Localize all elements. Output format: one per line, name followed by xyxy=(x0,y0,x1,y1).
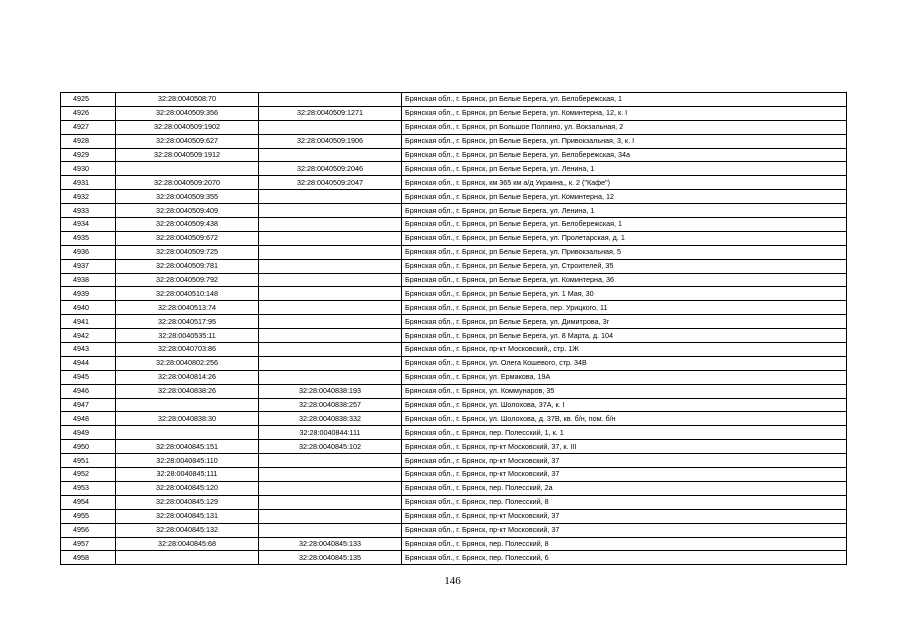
address-cell: Брянская обл., г. Брянск, пр-кт Московский, 37 xyxy=(402,509,847,523)
related-cadastral-number xyxy=(259,287,402,301)
related-cadastral-number: 32:28:0040509:1906 xyxy=(259,134,402,148)
cadastral-number: 32:28:0040845:151 xyxy=(116,440,259,454)
row-number: 4948 xyxy=(61,412,116,426)
cadastral-number: 32:28:0040513:74 xyxy=(116,301,259,315)
row-number: 4930 xyxy=(61,162,116,176)
address-cell: Брянская обл., г. Брянск, рп Белые Берега, ул. Коминтерна, 36 xyxy=(402,273,847,287)
address-cell: Брянская обл., г. Брянск, пер. Полесский, 6 xyxy=(402,551,847,565)
cadastral-number: 32:28:0040517:95 xyxy=(116,315,259,329)
related-cadastral-number: 32:28:0040844:111 xyxy=(259,426,402,440)
row-number: 4938 xyxy=(61,273,116,287)
related-cadastral-number xyxy=(259,481,402,495)
address-cell: Брянская обл., г. Брянск, пр-кт Московский, 37 xyxy=(402,523,847,537)
row-number: 4929 xyxy=(61,148,116,162)
related-cadastral-number: 32:28:0040509:2046 xyxy=(259,162,402,176)
row-number: 4946 xyxy=(61,384,116,398)
table-row xyxy=(61,106,847,120)
address-cell: Брянская обл., г. Брянск, рп Белые Берега, ул. Привокзальная, 5 xyxy=(402,245,847,259)
cadastral-number: 32:28:0040845:111 xyxy=(116,468,259,482)
address-cell: Брянская обл., г. Брянск, рп Белые Берега, ул. Ленина, 1 xyxy=(402,162,847,176)
row-number: 4957 xyxy=(61,537,116,551)
table-row xyxy=(61,190,847,204)
address-cell: Брянская обл., г. Брянск, ул. Олега Кошевого, стр. 34В xyxy=(402,356,847,370)
row-number: 4949 xyxy=(61,426,116,440)
related-cadastral-number xyxy=(259,509,402,523)
related-cadastral-number xyxy=(259,329,402,343)
row-number: 4956 xyxy=(61,523,116,537)
table-row xyxy=(61,426,847,440)
address-cell: Брянская обл., г. Брянск, рп Белые Берега, пер. Урицкого, 11 xyxy=(402,301,847,315)
table-row xyxy=(61,162,847,176)
cadastral-number: 32:28:0040802:256 xyxy=(116,356,259,370)
row-number: 4927 xyxy=(61,120,116,134)
row-number: 4952 xyxy=(61,468,116,482)
address-cell: Брянская обл., г. Брянск, рп Белые Берега, ул. Ленина, 1 xyxy=(402,204,847,218)
table-row xyxy=(61,343,847,357)
row-number: 4941 xyxy=(61,315,116,329)
cadastral-number: 32:28:0040845:131 xyxy=(116,509,259,523)
related-cadastral-number xyxy=(259,301,402,315)
table-row xyxy=(61,495,847,509)
address-cell: Брянская обл., г. Брянск, рп Белые Берега, ул. Белобережская, 34а xyxy=(402,148,847,162)
related-cadastral-number xyxy=(259,356,402,370)
cadastral-number: 32:28:0040509:725 xyxy=(116,245,259,259)
table-row xyxy=(61,537,847,551)
row-number: 4950 xyxy=(61,440,116,454)
row-number: 4934 xyxy=(61,218,116,232)
table-row xyxy=(61,468,847,482)
table-row xyxy=(61,523,847,537)
address-cell: Брянская обл., г. Брянск, рп Белые Берега, ул. Белобережская, 1 xyxy=(402,93,847,107)
table-row xyxy=(61,454,847,468)
row-number: 4926 xyxy=(61,106,116,120)
address-cell: Брянская обл., г. Брянск, пр-кт Московский,, стр. 1Ж xyxy=(402,343,847,357)
row-number: 4935 xyxy=(61,231,116,245)
address-cell: Брянская обл., г. Брянск, рп Белые Берега, ул. Димитрова, 3г xyxy=(402,315,847,329)
row-number: 4936 xyxy=(61,245,116,259)
address-cell: Брянская обл., г. Брянск, рп Белые Берега, ул. 1 Мая, 30 xyxy=(402,287,847,301)
row-number: 4928 xyxy=(61,134,116,148)
row-number: 4954 xyxy=(61,495,116,509)
row-number: 4940 xyxy=(61,301,116,315)
address-cell: Брянская обл., г. Брянск, рп Белые Берега, ул. Коминтерна, 12 xyxy=(402,190,847,204)
row-number: 4953 xyxy=(61,481,116,495)
address-cell: Брянская обл., г. Брянск, пр-кт Московский, 37 xyxy=(402,468,847,482)
related-cadastral-number xyxy=(259,273,402,287)
row-number: 4944 xyxy=(61,356,116,370)
related-cadastral-number: 32:28:0040509:1271 xyxy=(259,106,402,120)
table-row xyxy=(61,176,847,190)
table-row xyxy=(61,120,847,134)
cadastral-number: 32:28:0040509:438 xyxy=(116,218,259,232)
row-number: 4933 xyxy=(61,204,116,218)
cadastral-number: 32:28:0040838:30 xyxy=(116,412,259,426)
address-cell: Брянская обл., г. Брянск, пер. Полесский, 1, к. 1 xyxy=(402,426,847,440)
table-row xyxy=(61,356,847,370)
table-row xyxy=(61,259,847,273)
address-cell: Брянская обл., г. Брянск, ул. Шолохова, д. 37В, кв. б/н, пом. б/н xyxy=(402,412,847,426)
address-cell: Брянская обл., г. Брянск, ул. Ермакова, 19А xyxy=(402,370,847,384)
address-cell: Брянская обл., г. Брянск, ул. Шолохова, 37А, к. I xyxy=(402,398,847,412)
related-cadastral-number xyxy=(259,468,402,482)
table-row xyxy=(61,245,847,259)
address-cell: Брянская обл., г. Брянск, рп Белые Берега, ул. Пролетарская, д. 1 xyxy=(402,231,847,245)
row-number: 4943 xyxy=(61,343,116,357)
cadastral-number xyxy=(116,162,259,176)
cadastral-number: 32:28:0040509:1912 xyxy=(116,148,259,162)
cadastral-number: 32:28:0040509:355 xyxy=(116,190,259,204)
related-cadastral-number: 32:28:0040838:257 xyxy=(259,398,402,412)
address-cell: Брянская обл., г. Брянск, пер. Полесский, 8 xyxy=(402,495,847,509)
row-number: 4955 xyxy=(61,509,116,523)
cadastral-number: 32:28:0040845:120 xyxy=(116,481,259,495)
address-cell: Брянская обл., г. Брянск, рп Большое Полпино, ул. Вокзальная, 2 xyxy=(402,120,847,134)
related-cadastral-number xyxy=(259,259,402,273)
cadastral-number: 32:28:0040509:672 xyxy=(116,231,259,245)
table-row xyxy=(61,329,847,343)
table-row xyxy=(61,551,847,565)
cadastral-number: 32:28:0040838:26 xyxy=(116,384,259,398)
row-number: 4932 xyxy=(61,190,116,204)
related-cadastral-number xyxy=(259,523,402,537)
table-row xyxy=(61,231,847,245)
cadastral-number: 32:28:0040509:1902 xyxy=(116,120,259,134)
cadastral-number: 32:28:0040845:68 xyxy=(116,537,259,551)
related-cadastral-number xyxy=(259,370,402,384)
row-number: 4942 xyxy=(61,329,116,343)
related-cadastral-number: 32:28:0040838:193 xyxy=(259,384,402,398)
related-cadastral-number xyxy=(259,245,402,259)
row-number: 4939 xyxy=(61,287,116,301)
cadastral-number: 32:28:0040508:70 xyxy=(116,93,259,107)
row-number: 4958 xyxy=(61,551,116,565)
related-cadastral-number xyxy=(259,343,402,357)
row-number: 4945 xyxy=(61,370,116,384)
table-row xyxy=(61,273,847,287)
address-cell: Брянская обл., г. Брянск, пр-кт Московский, 37 xyxy=(402,454,847,468)
address-cell: Брянская обл., г. Брянск, рп Белые Берега, ул. Строителей, 35 xyxy=(402,259,847,273)
cadastral-number xyxy=(116,426,259,440)
table-row xyxy=(61,370,847,384)
related-cadastral-number xyxy=(259,93,402,107)
cadastral-number: 32:28:0040845:129 xyxy=(116,495,259,509)
table-row xyxy=(61,218,847,232)
cadastral-number: 32:28:0040814:26 xyxy=(116,370,259,384)
row-number: 4925 xyxy=(61,93,116,107)
address-cell: Брянская обл., г. Брянск, ул. Коммунаров, 35 xyxy=(402,384,847,398)
cadastral-number: 32:28:0040535:11 xyxy=(116,329,259,343)
related-cadastral-number xyxy=(259,190,402,204)
cadastral-number: 32:28:0040845:110 xyxy=(116,454,259,468)
table-row xyxy=(61,204,847,218)
row-number: 4931 xyxy=(61,176,116,190)
related-cadastral-number xyxy=(259,148,402,162)
address-cell: Брянская обл., г. Брянск, пер. Полесский, 2а xyxy=(402,481,847,495)
related-cadastral-number xyxy=(259,315,402,329)
related-cadastral-number xyxy=(259,204,402,218)
table-row xyxy=(61,93,847,107)
related-cadastral-number: 32:28:0040845:102 xyxy=(259,440,402,454)
table-row xyxy=(61,148,847,162)
related-cadastral-number xyxy=(259,120,402,134)
table-row xyxy=(61,398,847,412)
cadastral-number: 32:28:0040845:132 xyxy=(116,523,259,537)
related-cadastral-number xyxy=(259,231,402,245)
cadastral-number xyxy=(116,398,259,412)
cadastral-number: 32:28:0040509:792 xyxy=(116,273,259,287)
table-row xyxy=(61,509,847,523)
address-cell: Брянская обл., г. Брянск, км 365 км а/д Украина,, к. 2 ("Кафе") xyxy=(402,176,847,190)
table-row xyxy=(61,134,847,148)
related-cadastral-number: 32:28:0040845:133 xyxy=(259,537,402,551)
table-row xyxy=(61,287,847,301)
related-cadastral-number xyxy=(259,495,402,509)
related-cadastral-number: 32:28:0040509:2047 xyxy=(259,176,402,190)
related-cadastral-number xyxy=(259,218,402,232)
cadastral-number: 32:28:0040509:356 xyxy=(116,106,259,120)
address-cell: Брянская обл., г. Брянск, рп Белые Берега, ул. Коминтерна, 12, к. I xyxy=(402,106,847,120)
address-cell: Брянская обл., г. Брянск, пр-кт Московский, 37, к. III xyxy=(402,440,847,454)
cadastral-number: 32:28:0040510:148 xyxy=(116,287,259,301)
table-body xyxy=(61,93,847,565)
row-number: 4947 xyxy=(61,398,116,412)
table-row xyxy=(61,481,847,495)
related-cadastral-number xyxy=(259,454,402,468)
property-table xyxy=(60,92,847,565)
address-cell: Брянская обл., г. Брянск, пер. Полесский, 8 xyxy=(402,537,847,551)
cadastral-number xyxy=(116,551,259,565)
table-row xyxy=(61,440,847,454)
address-cell: Брянская обл., г. Брянск, рп Белые Берега, ул. 8 Марта, д. 104 xyxy=(402,329,847,343)
row-number: 4937 xyxy=(61,259,116,273)
related-cadastral-number: 32:28:0040838:332 xyxy=(259,412,402,426)
address-cell: Брянская обл., г. Брянск, рп Белые Берега, ул. Привокзальная, 3, к. I xyxy=(402,134,847,148)
cadastral-number: 32:28:0040509:627 xyxy=(116,134,259,148)
page-number: 146 xyxy=(444,575,461,587)
table-row xyxy=(61,412,847,426)
cadastral-number: 32:28:0040509:781 xyxy=(116,259,259,273)
cadastral-number: 32:28:0040703:86 xyxy=(116,343,259,357)
cadastral-number: 32:28:0040509:409 xyxy=(116,204,259,218)
cadastral-number: 32:28:0040509:2070 xyxy=(116,176,259,190)
address-cell: Брянская обл., г. Брянск, рп Белые Берега, ул. Белобережская, 1 xyxy=(402,218,847,232)
related-cadastral-number: 32:28:0040845:135 xyxy=(259,551,402,565)
row-number: 4951 xyxy=(61,454,116,468)
table-row xyxy=(61,384,847,398)
table-row xyxy=(61,301,847,315)
table-row xyxy=(61,315,847,329)
